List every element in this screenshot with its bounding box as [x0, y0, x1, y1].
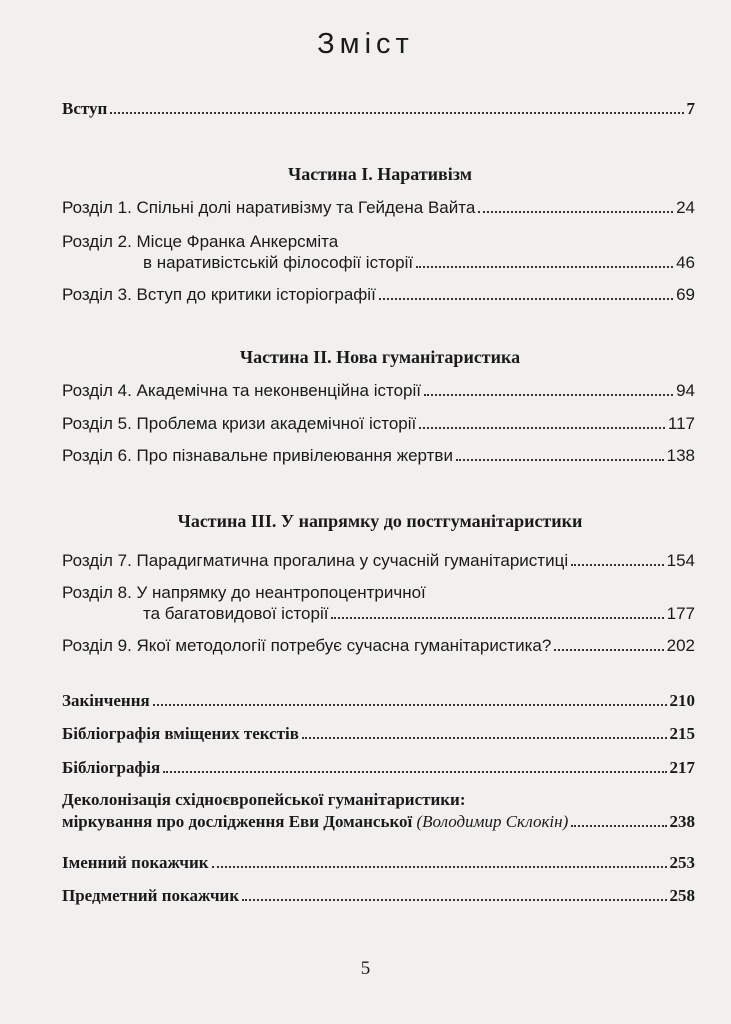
entry-label: Бібліографія вміщених текстів: [62, 724, 299, 743]
chapter-2-label-line1: Розділ 2. Місце Франка Анкерсміта: [62, 232, 339, 251]
leader-dots: [416, 252, 673, 268]
entry-label: Бібліографія: [62, 758, 161, 777]
part-heading-2: Частина II. Нова гуманітаристика: [239, 347, 521, 367]
entry-page: 217: [669, 758, 695, 777]
entry-label: Вступ: [62, 99, 108, 118]
toc-entry-decolonization: [62, 811, 695, 832]
entry-page: 210: [669, 691, 695, 710]
toc-entry-bibliography-included: [62, 723, 695, 744]
leader-dots: [242, 885, 666, 901]
toc-entry-chapter-9: [62, 635, 695, 656]
entry-page: 7: [686, 99, 695, 118]
toc-entry-chapter-8: [143, 603, 695, 624]
leader-dots: [424, 380, 673, 396]
toc-entry-chapter-1: [62, 197, 695, 218]
leader-dots: [110, 98, 683, 114]
leader-dots: [571, 811, 666, 827]
part-heading-3: Частина III. У напрямку до постгуманітаристики: [177, 511, 583, 531]
entry-page: 94: [676, 381, 695, 400]
entry-label: Предметний покажчик: [62, 886, 240, 905]
entry-label: Розділ 9. Якої методології потребує сучасна гуманітаристика?: [62, 636, 552, 655]
leader-dots: [331, 603, 663, 619]
leader-dots: [478, 197, 673, 213]
entry-label: Розділ 5. Проблема кризи академічної історії: [62, 414, 417, 433]
entry-label: Розділ 3. Вступ до критики історіографії: [62, 285, 376, 304]
page-title: Зміст: [317, 28, 414, 60]
toc-entry-chapter-7: [62, 550, 695, 571]
entry-label: Розділ 6. Про пізнавальне привілеювання жертви: [62, 446, 453, 465]
chapter-8-label-line1: Розділ 8. У напрямку до неантропоцентричної: [62, 583, 426, 602]
entry-page: 117: [667, 414, 695, 433]
leader-dots: [302, 723, 667, 739]
entry-page: 69: [676, 285, 695, 304]
entry-page: 154: [666, 551, 695, 570]
toc-entry-chapter-2: [143, 252, 695, 273]
leader-dots: [456, 445, 664, 461]
entry-page: 253: [669, 853, 695, 872]
entry-page: 215: [669, 724, 695, 743]
entry-label: [62, 812, 568, 832]
page-number: 5: [360, 958, 371, 979]
leader-dots: [153, 690, 667, 706]
entry-page: 238: [669, 812, 695, 831]
entry-label: Іменний покажчик: [62, 853, 209, 872]
toc-entry-name-index: [62, 852, 695, 873]
leader-dots: [419, 413, 665, 429]
entry-label-text: міркування про дослідження Еви Доманської: [62, 812, 413, 831]
decolonization-label-line1: Деколонізація східноєвропейської гуманітаристики:: [62, 790, 466, 809]
toc-entry-intro: [62, 98, 695, 119]
toc-entry-chapter-3: [62, 284, 695, 305]
part-heading-1: Частина I. Наративізм: [287, 164, 472, 184]
entry-label: Розділ 1. Спільні долі наративізму та Гейдена Вайта: [62, 198, 476, 217]
toc-entry-bibliography: [62, 757, 695, 778]
leader-dots: [379, 284, 673, 300]
entry-page: 177: [666, 604, 695, 623]
entry-label: Розділ 7. Парадигматична прогалина у сучасній гуманітаристиці: [62, 551, 569, 570]
entry-author: (Володимир Склокін): [416, 812, 569, 831]
entry-page: 138: [666, 446, 695, 465]
leader-dots: [163, 757, 666, 773]
entry-label: Закінчення: [62, 691, 150, 710]
leader-dots: [212, 852, 667, 868]
entry-label: в наративістській філософії історії: [143, 253, 414, 272]
entry-page: 46: [676, 253, 695, 272]
leader-dots: [571, 550, 664, 566]
entry-page: 24: [676, 198, 695, 217]
entry-page: 202: [666, 636, 695, 655]
toc-entry-chapter-4: [62, 380, 695, 401]
toc-entry-chapter-6: [62, 445, 695, 466]
toc-entry-conclusion: [62, 690, 695, 711]
entry-page: 258: [669, 886, 695, 905]
leader-dots: [554, 635, 663, 651]
toc-entry-subject-index: [62, 885, 695, 906]
toc-entry-chapter-5: [62, 413, 695, 434]
entry-label: Розділ 4. Академічна та неконвенційна історії: [62, 381, 422, 400]
entry-label: та багатовидової історії: [143, 604, 329, 623]
